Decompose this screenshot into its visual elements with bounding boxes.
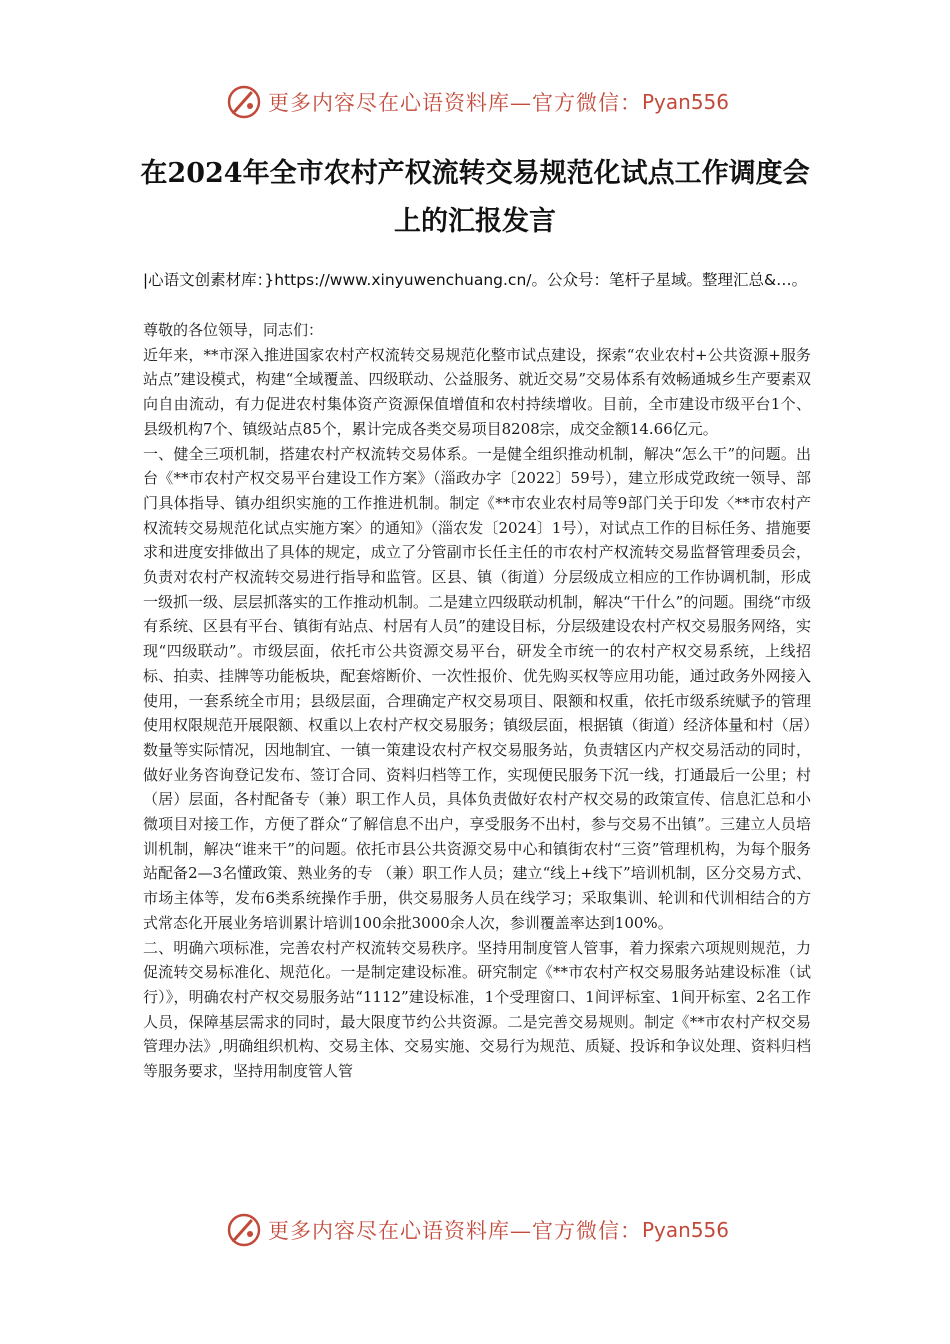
header-banner — [226, 82, 746, 122]
wechat-id: Pyan556 — [642, 90, 730, 114]
source-line: |心语文创素材库：}https://www.xinyuwenchuang.cn/。公众号：笔杆子星域。整理汇总&…。 — [142, 271, 808, 289]
brush-logo-icon — [226, 1212, 262, 1248]
wechat-id: Pyan556 — [642, 1218, 730, 1242]
brush-logo-icon — [226, 84, 262, 120]
paragraph: 一、健全三项机制，搭建农村产权流转交易体系。一是健全组织推动机制，解决“怎么干”的问题。出台《**市农村产权交易平台建设工作方案》（淄政办字〔2022〕59号），建立形成党政统一领导、部门具体指导、镇办组织实施的工作推进机制。制定《**市农业农村局等9部门关于印发〈**市农村产权流转交易规范化试点实施方案〉的通知》（淄农发〔2024〕1号），对试点工作的目标任务、措施要求和进度安排做出了具体的规定，成立了分管副市长任主任的市农村产权流转交易监督管理委员会，负责对农村产权流转交易进行指导和监管。区县、镇（街道）分层级成立相应的工作协调机制，形成一级抓一级、层层抓落实的工作推动机制。二是建立四级联动机制，解决“干什么”的问题。围绕“市级有系统、区县有平台、镇街有站点、村居有人员”的建设目标，分层级建设农村产权交易服务网络，实现“四级联动”。市级层面，依托市公共资源交易平台，研发全市统一的农村产权交易系统，上线招标、拍卖、挂牌等功能板块，配套熔断价、一次性报价、优先购买权等应用功能，通过政务外网接入使用，一套系统全市用；县级层面，合理确定产权交易项目、限额和权重，依托市级系统赋予的管理使用权限规范开展限额、权重以上农村产权交易服务；镇级层面，根据镇（街道）经济体量和村（居）数量等实际情况，因地制宜、一镇一策建设农村产权交易服务站，负责辖区内产权交易活动的同时，做好业务咨询登记发布、签订合同、资料归档等工作，实现便民服务下沉一线，打通最后一公里；村（居）层面，各村配备专（兼）职工作人员，具体负责做好农村产权交易的政策宣传、信息汇总和小微项目对接工作，方便了群众“了解信息不出户，享受服务不出村，参与交易不出镇”。三建立人员培训机制，解决“谁来干”的问题。依托市县公共资源交易中心和镇街农村“三资”管理机构，为每个服务站配备2—3名懂政策、熟业务的专 （兼）职工作人员；建立“线上+线下”培训机制，区分交易方式、市场主体等，发布6类系统操作手册，供交易服务人员在线学习；采取集训、轮训和代训相结合的方式常态化开展业务培训累计培训100余批3000余人次，参训覆盖率达到100%。 — [143, 444, 812, 932]
banner-text: 更多内容尽在心语资料库—官方微信： — [268, 1219, 642, 1243]
salutation: 尊敬的各位领导，同志们： — [143, 321, 324, 339]
document-body — [143, 318, 811, 1084]
paragraph: 近年来，**市深入推进国家农村产权流转交易规范化整市试点建设，探索“农业农村+公共资源+服务站点”建设模式，构建“全域覆盖、四级联动、公益服务、就近交易”交易体系有效畅通城乡生产要素双向自由流动，有力促进农村集体资产资源保值增值和农村持续增收。目前，全市建设市级平台1个、县级机构7个、镇级站点85个，累计完成各类交易项目8208宗，成交金额14.66亿元。 — [143, 345, 812, 438]
footer-banner — [226, 1210, 746, 1250]
banner-text: 更多内容尽在心语资料库—官方微信： — [268, 91, 642, 115]
document-title: 在2024年全市农村产权流转交易规范化试点工作调度会上的汇报发言 — [140, 158, 810, 237]
paragraph: 二、明确六项标准，完善农村产权流转交易秩序。坚持用制度管人管事，着力探索六项规则规范，力促流转交易标准化、规范化。一是制定建设标准。研究制定《**市农村产权交易服务站建设标准（试行）》，明确农村产权交易服务站“1112”建设标准，1个受理窗口、1间评标室、1间开标室、2名工作人员，保障基层需求的同时，最大限度节约公共资源。二是完善交易规则。制定《**市农村产权交易管理办法》,明确组织机构、交易主体、交易实施、交易行为规范、质疑、投诉和争议处理、资料归档等服务要求，坚持用制度管人管 — [143, 938, 811, 1081]
